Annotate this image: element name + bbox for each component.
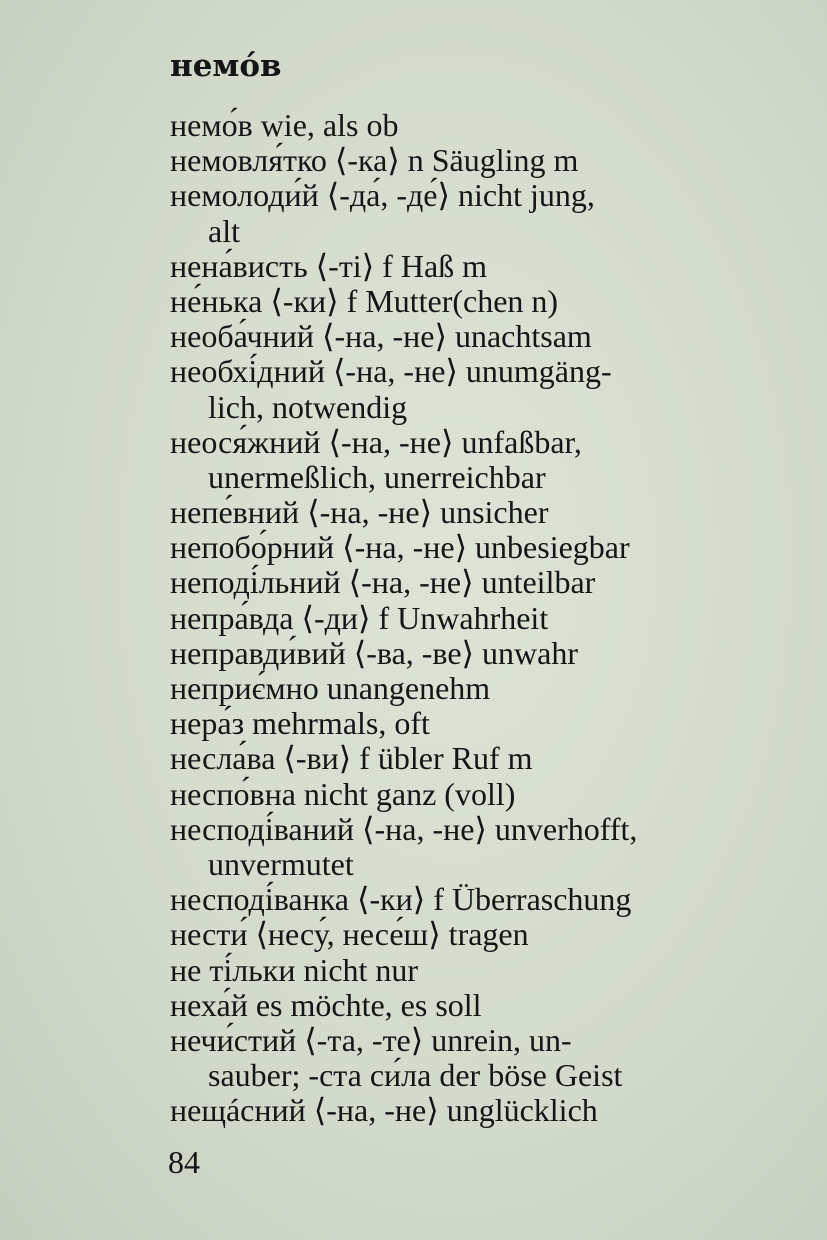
running-head: немо́в (170, 48, 282, 84)
entry-line: неося́жний ⟨-на, -не⟩ unfaßbar, (170, 423, 582, 460)
entry-line: необхі́дний ⟨-на, -не⟩ unumgäng- (170, 353, 612, 390)
entry-line: несла́ва ⟨-ви⟩ f übler Ruf m (170, 740, 533, 777)
entry-line: нечи́стий ⟨-та, -те⟩ unrein, un- (170, 1021, 572, 1058)
entry-line: немолоди́й ⟨-да́, -де́⟩ nicht jung, (170, 177, 595, 214)
entry-continuation: sauber; -ста си́ла der böse Geist (208, 1057, 623, 1094)
page-number: 84 (168, 1144, 200, 1180)
entry-line: нести́ ⟨несу́, несе́ш⟩ tragen (170, 916, 529, 953)
entry-line: неправди́вий ⟨-ва, -ве⟩ unwahr (170, 634, 578, 671)
entry-line: нена́висть ⟨-ті⟩ f Haß m (170, 247, 488, 284)
entry-continuation: alt (208, 212, 240, 249)
entry-continuation: unvermutet (208, 845, 354, 882)
entry-line: немо́в wie, als ob (170, 107, 399, 143)
entry-line: несподі́ваний ⟨-на, -не⟩ unverhofft, (170, 810, 638, 847)
entry-continuation: lich, notwendig (208, 388, 408, 425)
entry-line: нера́з mehrmals, oft (170, 705, 430, 742)
entry-line: немовля́тко ⟨-ка⟩ n Säugling m (170, 142, 579, 179)
entry-line: неприє́мно unangenehm (170, 670, 491, 706)
entry-line: нещáсний ⟨-на, -не⟩ unglücklich (170, 1092, 598, 1129)
entry-line: неподі́льний ⟨-на, -не⟩ unteilbar (170, 564, 596, 601)
entry-line: непра́вда ⟨-ди⟩ f Unwahrheit (170, 599, 549, 636)
entry-line: не ті́льки nicht nur (170, 951, 419, 988)
entry-list (170, 108, 770, 1128)
entry-line: непобо́рний ⟨-на, -не⟩ unbesiegbar (170, 529, 630, 566)
entry-line: несподі́ванка ⟨-ки⟩ f Überraschung (170, 881, 632, 918)
entry-line: не́нька ⟨-ки⟩ f Mutter(chen n) (170, 282, 559, 319)
entry-line: неха́й es möchte, es soll (170, 986, 482, 1023)
entry-line: непе́вний ⟨-на, -не⟩ unsicher (170, 494, 549, 531)
entry-line: неспо́вна nicht ganz (voll) (170, 775, 516, 812)
entry-line: необа́чний ⟨-на, -не⟩ unachtsam (170, 318, 592, 355)
entry-continuation: unermeßlich, unerreichbar (208, 458, 546, 495)
